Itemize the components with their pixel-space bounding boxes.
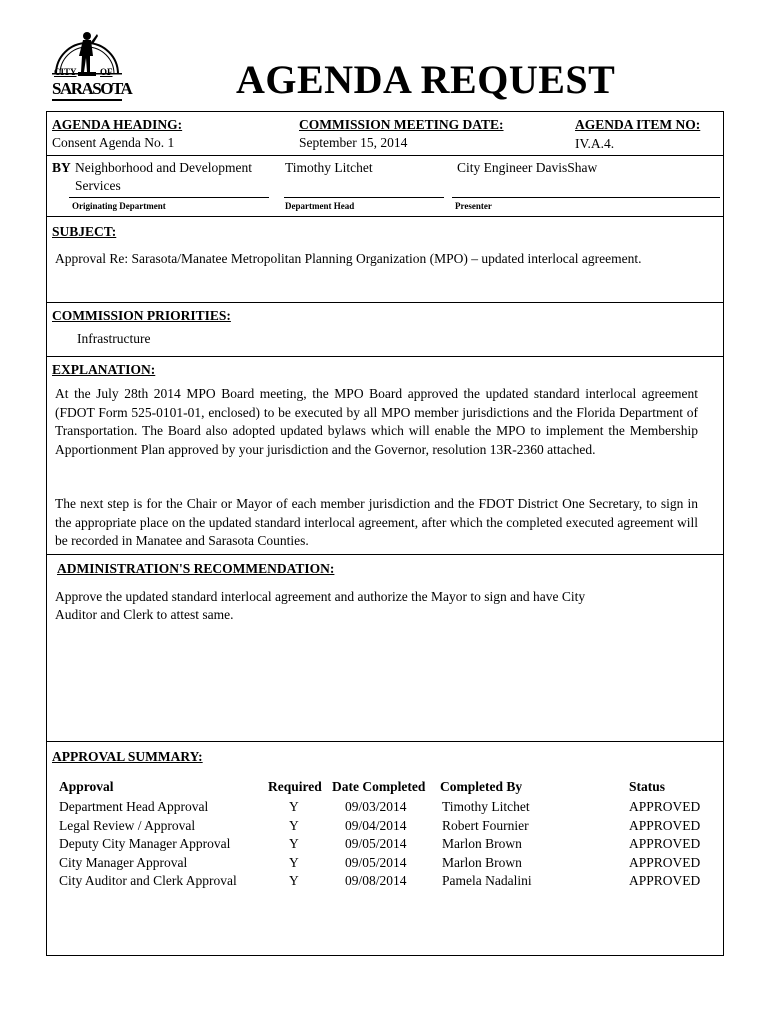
column-header-status: Status [629,779,666,794]
divider [47,741,723,742]
city-of-sarasota-logo [48,22,132,104]
table-row [59,873,709,891]
column-header-date-completed: Date Completed [332,779,426,794]
agenda-form [46,111,724,956]
page-title: AGENDA REQUEST [236,57,616,102]
status-cell: APPROVED [629,836,701,851]
department-head-caption: Department Head [285,201,355,211]
presenter-value: City Engineer DavisShaw [457,160,598,175]
required-cell: Y [289,836,299,851]
divider [47,302,723,303]
completed-by-cell: Marlon Brown [442,836,522,851]
table-row [59,836,709,854]
meeting-date-value: September 15, 2014 [299,135,408,150]
approval-cell: Department Head Approval [59,799,209,814]
table-row [59,818,709,836]
logo-of-text: OF [100,67,113,77]
date-completed-cell: 09/04/2014 [345,817,407,833]
table-header-row [59,779,709,797]
date-completed-cell: 09/05/2014 [345,836,407,851]
subject-text: Approval Re: Sarasota/Manatee Metropolitan Planning Organization (MPO) – updated interlocal agreement. [55,251,642,266]
table-row [59,799,709,817]
meeting-date-label: COMMISSION MEETING DATE: [299,117,504,132]
commission-priorities-value: Infrastructure [77,331,151,346]
required-cell: Y [289,873,299,888]
table-row [59,855,709,873]
required-cell: Y [289,854,299,870]
date-completed-cell: 09/03/2014 [345,799,407,814]
approval-summary-label: APPROVAL SUMMARY: [52,749,203,764]
commission-priorities-label: COMMISSION PRIORITIES: [52,308,231,323]
status-cell: APPROVED [629,854,701,870]
logo-sarasota-text: SARASOTA [52,79,132,98]
completed-by-cell: Pamela Nadalini [442,873,532,888]
signature-rule [69,197,269,198]
divider [47,155,723,156]
completed-by-cell: Marlon Brown [442,854,522,870]
subject-label: SUBJECT: [52,224,117,239]
approval-cell: Legal Review / Approval [59,817,196,833]
required-cell: Y [289,817,299,833]
status-cell: APPROVED [629,799,701,814]
signature-rule [284,197,444,198]
agenda-item-no-label: AGENDA ITEM NO: [575,117,701,132]
agenda-heading-label: AGENDA HEADING: [52,117,183,132]
divider [47,216,723,217]
status-cell: APPROVED [629,817,701,833]
divider [47,356,723,357]
logo-city-text: CITY [54,67,77,77]
department-head-value: Timothy Litchet [285,160,373,175]
status-cell: APPROVED [629,873,701,888]
originating-department-caption: Originating Department [72,201,166,211]
originating-department-line2: Services [75,178,121,193]
date-completed-cell: 09/05/2014 [345,854,407,870]
column-header-required: Required [268,779,322,794]
divider [47,554,723,555]
by-label: BY [52,160,71,175]
signature-rule [452,197,720,198]
completed-by-cell: Timothy Litchet [442,799,530,814]
presenter-caption: Presenter [455,201,492,211]
approval-summary-table [59,779,709,899]
agenda-item-no-value: IV.A.4. [575,136,615,151]
date-completed-cell: 09/08/2014 [345,873,407,888]
explanation-paragraph-1: At the July 28th 2014 MPO Board meeting, the MPO Board approved the updated standard interlocal agreement (FDOT Form 525-0101-01, enclosed) to be executed by all MPO member jurisdictions and the Florida Department of Transportation. The Board also adopted updated bylaws which will enable the MPO to implement the Membership Apportionment Plan approved by your jurisdiction and the Governor, resolution 13R-2360 attached. [55,386,698,457]
explanation-label: EXPLANATION: [52,362,156,377]
recommendation-line-1: Approve the updated standard interlocal agreement and authorize the Mayor to sign and have City [55,589,586,604]
column-header-completed-by: Completed By [440,779,523,794]
required-cell: Y [289,799,299,814]
completed-by-cell: Robert Fournier [442,817,529,833]
approval-cell: City Manager Approval [59,854,188,870]
approval-cell: City Auditor and Clerk Approval [59,873,237,888]
approval-cell: Deputy City Manager Approval [59,836,231,851]
explanation-paragraph-2: The next step is for the Chair or Mayor of each member jurisdiction and the FDOT District One Secretary, to sign in the appropriate place on the updated standard interlocal agreement, after which the completed executed agreement will be recorded in Manatee and Sarasota Counties. [55,496,698,548]
originating-department-line1: Neighborhood and Development [75,160,252,175]
column-header-approval: Approval [59,779,114,794]
recommendation-line-2: Auditor and Clerk to attest same. [55,607,234,622]
agenda-heading-value: Consent Agenda No. 1 [52,135,175,150]
administration-recommendation-label: ADMINISTRATION'S RECOMMENDATION: [57,561,335,576]
